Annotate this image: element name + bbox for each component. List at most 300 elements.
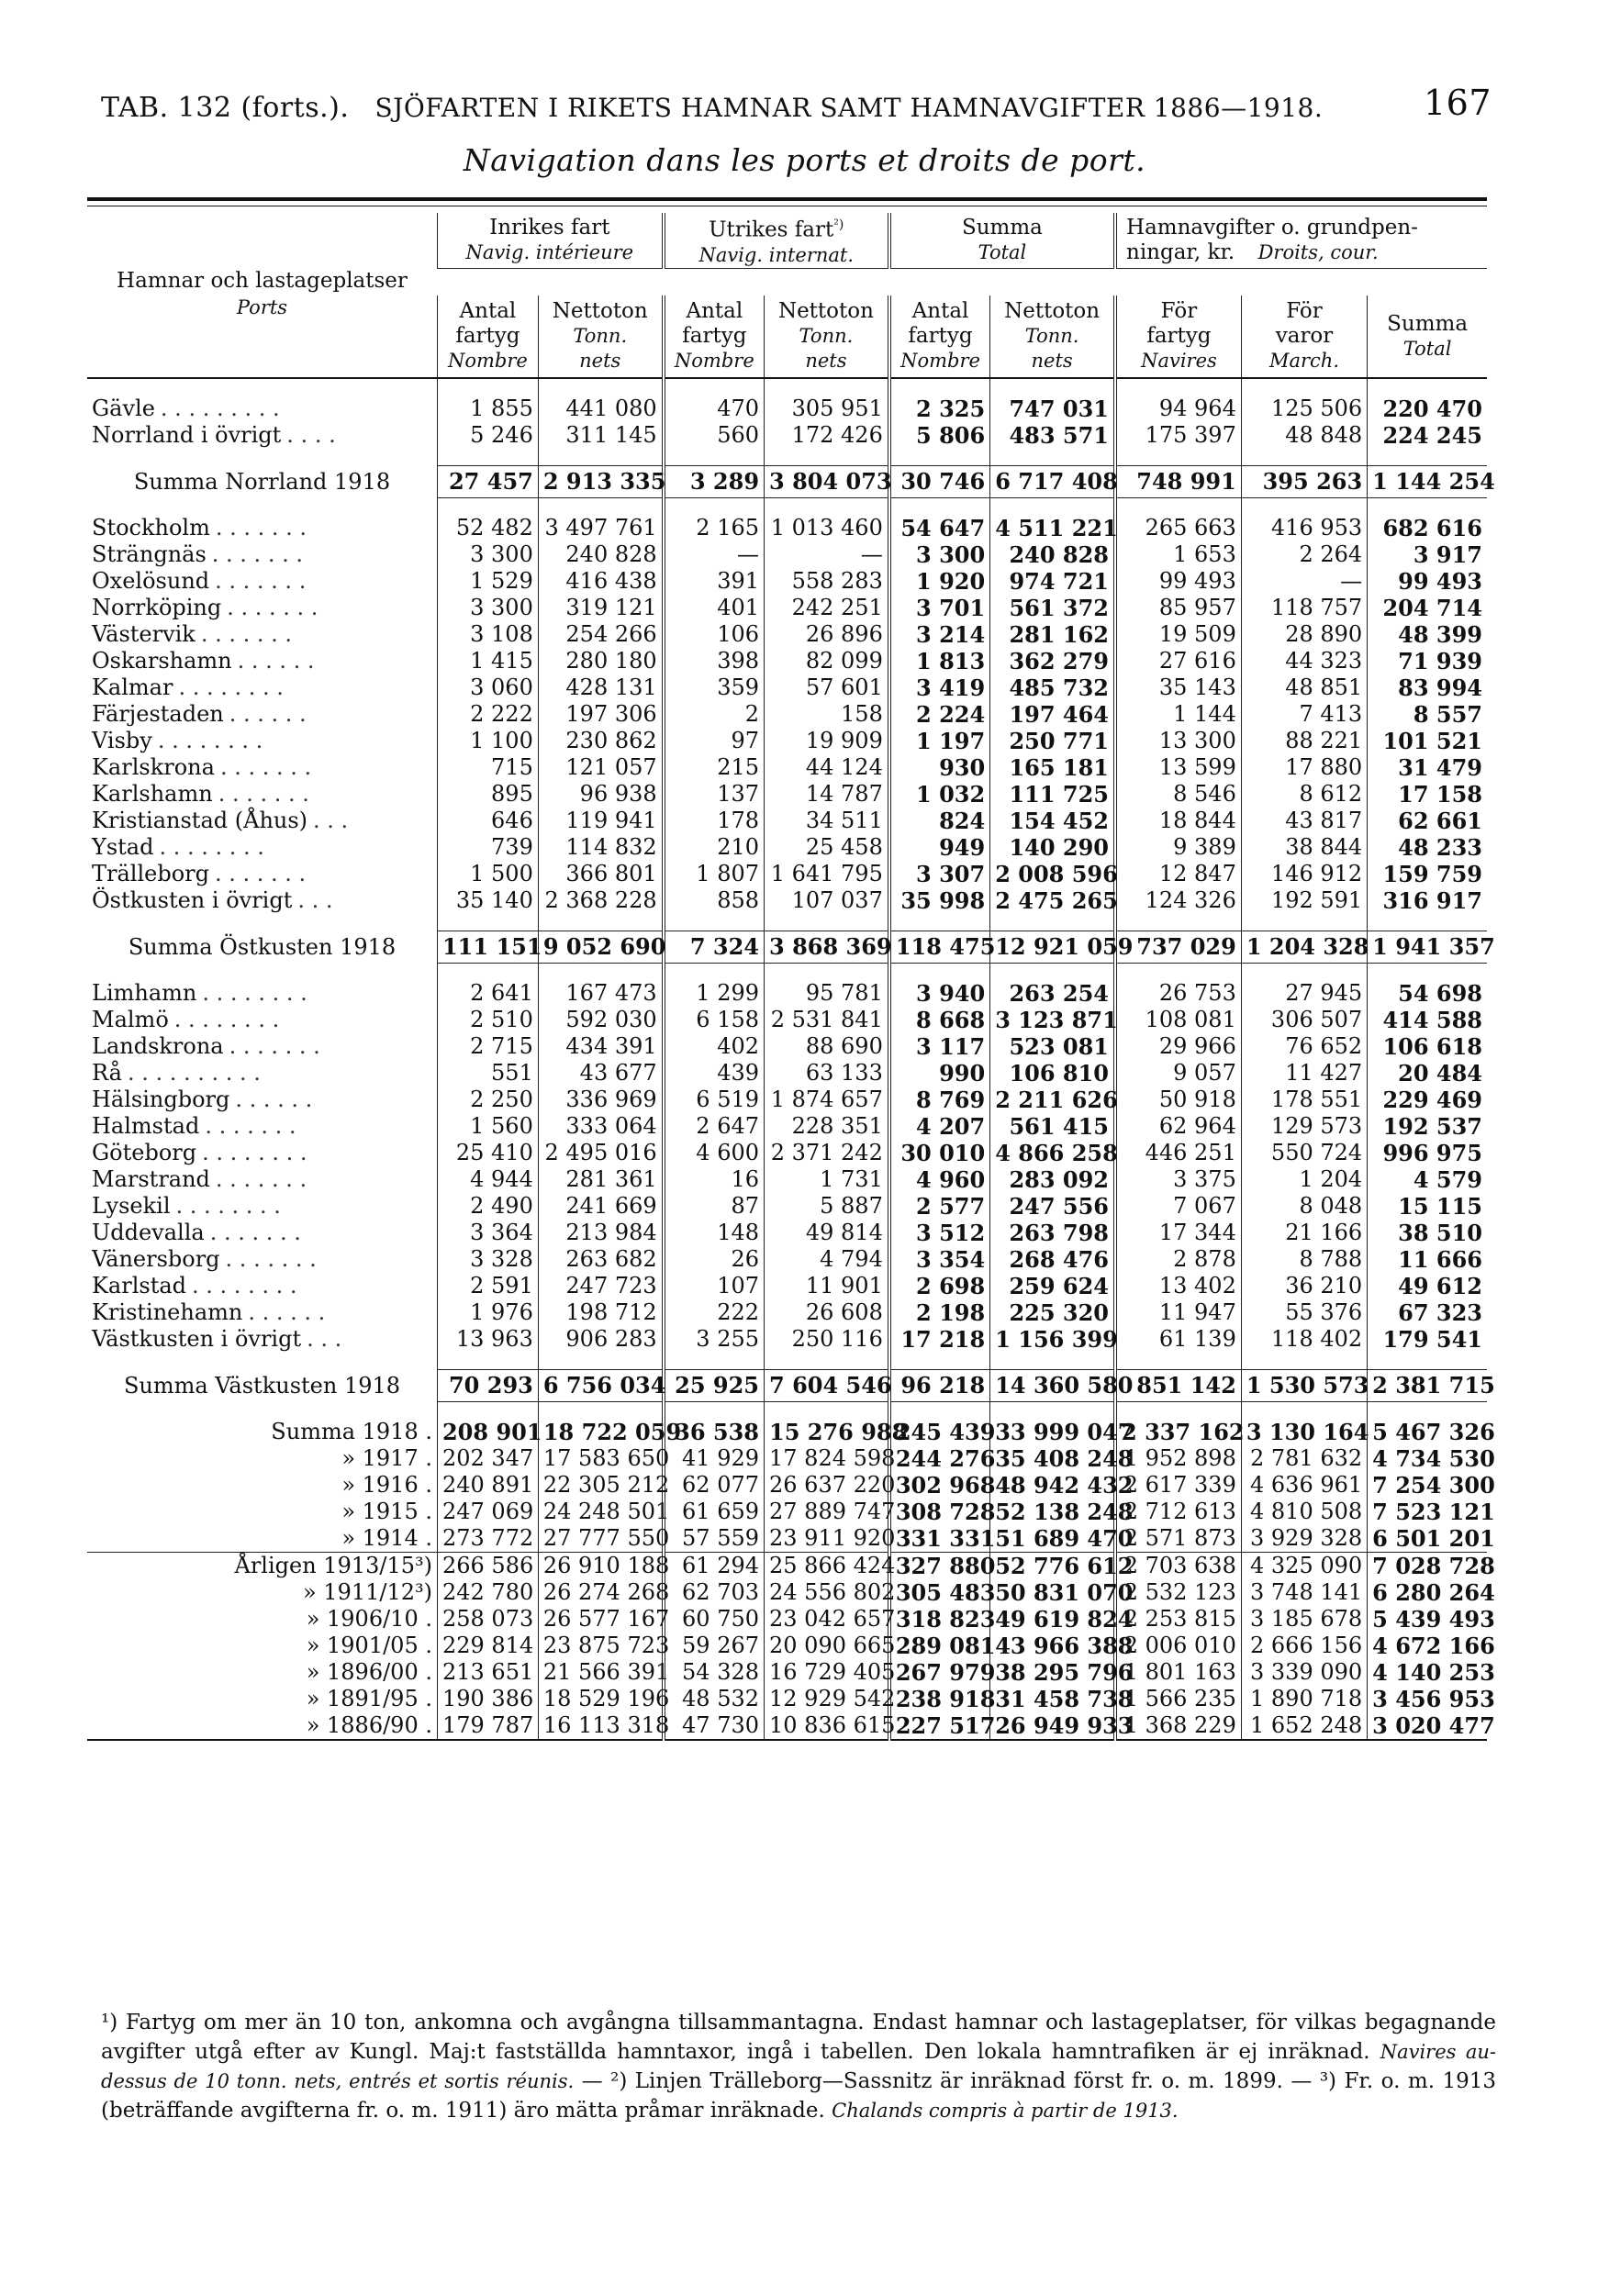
port-name-cell (87, 1193, 437, 1220)
value-cell: 48 942 432 (990, 1472, 1115, 1499)
value-cell: 30 746 (889, 466, 990, 498)
value-cell: 54 328 (664, 1659, 765, 1686)
value-cell: 2 591 (437, 1273, 538, 1299)
netto-label-fr: Tonn. (1024, 325, 1079, 348)
summa-label: Summa (961, 215, 1043, 240)
value-cell: 35 143 (1115, 674, 1241, 701)
value-cell: 3 804 073 (765, 466, 889, 498)
value-cell: 6 158 (664, 1007, 765, 1033)
table-row (87, 595, 1487, 621)
leader-dots: . . . . . . (229, 701, 307, 728)
value-cell: 18 722 059 (538, 1419, 663, 1445)
value-cell: 7 028 728 (1368, 1553, 1487, 1580)
value-cell: 254 266 (538, 621, 663, 648)
value-cell: 26 577 167 (538, 1606, 663, 1633)
total-row (87, 1525, 1487, 1553)
inrikes-label-fr: Navig. intérieure (465, 240, 634, 263)
value-cell: 2 368 228 (538, 887, 663, 914)
value-cell: 49 612 (1368, 1273, 1487, 1299)
value-cell: — (664, 541, 765, 568)
value-cell: 4 140 253 (1368, 1659, 1487, 1686)
value-cell: 3 300 (889, 541, 990, 568)
value-cell: 550 724 (1241, 1140, 1367, 1166)
utrikes-netto-header (765, 295, 889, 378)
value-cell: 82 099 (765, 648, 889, 674)
value-cell: 18 844 (1115, 808, 1241, 834)
value-cell: 747 031 (990, 396, 1115, 422)
value-cell: 36 538 (664, 1419, 765, 1445)
value-cell: 167 473 (538, 980, 663, 1007)
value-cell: 26 949 933 (990, 1712, 1115, 1740)
value-cell: 366 801 (538, 861, 663, 887)
value-cell: 48 233 (1368, 834, 1487, 861)
value-cell: 682 616 (1368, 515, 1487, 541)
value-cell: 52 482 (437, 515, 538, 541)
value-cell: — (765, 541, 889, 568)
value-cell: 2 211 626 (990, 1087, 1115, 1113)
value-cell: 2 198 (889, 1299, 990, 1326)
port-name-cell (87, 1246, 437, 1273)
value-cell: 111 725 (990, 781, 1115, 808)
value-cell: 259 624 (990, 1273, 1115, 1299)
value-cell: 3 185 678 (1241, 1606, 1367, 1633)
value-cell: 561 415 (990, 1113, 1115, 1140)
port-name-cell (87, 1033, 437, 1060)
leader-dots: . . . . . . . . (175, 1193, 281, 1220)
value-cell: 327 880 (889, 1553, 990, 1580)
value-cell: 1 641 795 (765, 861, 889, 887)
value-cell: 1 874 657 (765, 1087, 889, 1113)
value-cell: 17 824 598 (765, 1445, 889, 1472)
port-name: Kristianstad (Åhus) (92, 808, 308, 834)
total-row (87, 1472, 1487, 1499)
region-sum-label: Summa Västkusten 1918 (123, 1373, 401, 1399)
port-name: Karlshamn (92, 781, 213, 808)
value-cell: 22 305 212 (538, 1472, 663, 1499)
value-cell: 930 (889, 754, 990, 781)
port-name: Marstrand (92, 1166, 210, 1193)
value-cell: 5 887 (765, 1193, 889, 1220)
netto-label-fr-2: nets (579, 350, 621, 373)
table-row (87, 1007, 1487, 1033)
value-cell: 1 500 (437, 861, 538, 887)
value-cell: 16 729 405 (765, 1659, 889, 1686)
leader-dots: . . . . . . . (209, 1220, 301, 1246)
table-row (87, 568, 1487, 595)
value-cell: 3 940 (889, 980, 990, 1007)
table-row (87, 701, 1487, 728)
value-cell: 240 828 (990, 541, 1115, 568)
ports-header-fr-cell (87, 295, 437, 378)
region-sum-row (87, 931, 1487, 964)
value-cell: 414 588 (1368, 1007, 1487, 1033)
port-name-cell (87, 1060, 437, 1087)
value-cell: 8 788 (1241, 1246, 1367, 1273)
value-cell: 94 964 (1115, 396, 1241, 422)
value-cell: 225 320 (990, 1299, 1115, 1326)
total-row (87, 1606, 1487, 1633)
value-cell: 49 619 824 (990, 1606, 1115, 1633)
value-cell: 3 419 (889, 674, 990, 701)
value-cell: 4 579 (1368, 1166, 1487, 1193)
value-cell: 12 921 059 (990, 931, 1115, 964)
table-row (87, 728, 1487, 754)
value-cell: 2 913 335 (538, 466, 663, 498)
value-cell: 197 306 (538, 701, 663, 728)
value-cell: 18 529 196 (538, 1686, 663, 1712)
value-cell: 230 862 (538, 728, 663, 754)
value-cell: 3 748 141 (1241, 1579, 1367, 1606)
value-cell: 124 326 (1115, 887, 1241, 914)
table-title: SJÖFARTEN I RIKETS HAMNAR SAMT HAMNAVGIFTER 1886—1918. (374, 93, 1324, 123)
value-cell: 2 371 242 (765, 1140, 889, 1166)
value-cell: 31 458 738 (990, 1686, 1115, 1712)
port-name-cell (87, 595, 437, 621)
port-name: Rå (92, 1060, 122, 1087)
value-cell: 4 734 530 (1368, 1445, 1487, 1472)
table-row (87, 1299, 1487, 1326)
value-cell: 2 475 265 (990, 887, 1115, 914)
value-cell: 10 836 615 (765, 1712, 889, 1740)
value-cell: 1 204 (1241, 1166, 1367, 1193)
value-cell: 7 067 (1115, 1193, 1241, 1220)
port-name-cell (87, 754, 437, 781)
value-cell: 118 757 (1241, 595, 1367, 621)
value-cell: 8 546 (1115, 781, 1241, 808)
region-sum-row (87, 466, 1487, 498)
value-cell: 1 100 (437, 728, 538, 754)
value-cell: 258 073 (437, 1606, 538, 1633)
value-cell: 198 712 (538, 1299, 663, 1326)
value-cell: 4 636 961 (1241, 1472, 1367, 1499)
value-cell: 2 878 (1115, 1246, 1241, 1273)
value-cell: 7 523 121 (1368, 1499, 1487, 1525)
value-cell: 305 483 (889, 1579, 990, 1606)
value-cell: 1 529 (437, 568, 538, 595)
leader-dots: . . . . . . . (229, 1033, 320, 1060)
port-name: Uddevalla (92, 1220, 205, 1246)
antal-label-2: fartyg (455, 324, 520, 349)
value-cell: 362 279 (990, 648, 1115, 674)
value-cell: 7 413 (1241, 701, 1367, 728)
value-cell: 61 139 (1115, 1326, 1241, 1353)
table-row (87, 396, 1487, 422)
table-row (87, 1033, 1487, 1060)
total-label: » 1914 . (341, 1525, 432, 1552)
value-cell: 51 689 470 (990, 1525, 1115, 1553)
value-cell: 17 344 (1115, 1220, 1241, 1246)
value-cell: 13 599 (1115, 754, 1241, 781)
value-cell: 125 506 (1241, 396, 1367, 422)
value-cell: 2 715 (437, 1033, 538, 1060)
value-cell: 97 (664, 728, 765, 754)
value-cell: 108 081 (1115, 1007, 1241, 1033)
value-cell: 3 020 477 (1368, 1712, 1487, 1740)
value-cell: 3 456 953 (1368, 1686, 1487, 1712)
value-cell: 1 952 898 (1115, 1445, 1241, 1472)
summa-label-fr: Total (978, 240, 1027, 263)
value-cell: 263 798 (990, 1220, 1115, 1246)
port-name-cell (87, 674, 437, 701)
leader-dots: . . . . . . (235, 1087, 313, 1113)
port-name-cell (87, 728, 437, 754)
value-cell: 16 113 318 (538, 1712, 663, 1740)
value-cell: 1 144 (1115, 701, 1241, 728)
value-cell: 118 402 (1241, 1326, 1367, 1353)
total-label: Årligen 1913/15³) (234, 1553, 432, 1579)
leader-dots: . . . . . . . . . . (127, 1060, 261, 1087)
value-cell: 2 641 (437, 980, 538, 1007)
for-fartyg-label: För (1160, 299, 1198, 324)
utrikes-label: Utrikes fart (709, 217, 834, 242)
value-cell: 57 601 (765, 674, 889, 701)
leader-dots: . . . . . . . (205, 1113, 296, 1140)
value-cell: 2 495 016 (538, 1140, 663, 1166)
total-row (87, 1712, 1487, 1740)
value-cell: 202 347 (437, 1445, 538, 1472)
leader-dots: . . . (313, 808, 349, 834)
value-cell: 3 512 (889, 1220, 990, 1246)
total-label: » 1917 . (341, 1445, 432, 1472)
value-cell: 319 121 (538, 595, 663, 621)
value-cell: 2 381 715 (1368, 1370, 1487, 1402)
value-cell: 178 (664, 808, 765, 834)
value-cell: 96 938 (538, 781, 663, 808)
value-cell: 47 730 (664, 1712, 765, 1740)
value-cell: 1 530 573 (1241, 1370, 1367, 1402)
value-cell: 48 399 (1368, 621, 1487, 648)
value-cell: 179 787 (437, 1712, 538, 1740)
value-cell: 14 787 (765, 781, 889, 808)
value-cell: 5 439 493 (1368, 1606, 1487, 1633)
value-cell: 266 586 (437, 1553, 538, 1580)
port-name: Västervik (92, 621, 196, 648)
summa-netto-header (990, 295, 1115, 378)
value-cell: 13 963 (437, 1326, 538, 1353)
value-cell: 5 467 326 (1368, 1419, 1487, 1445)
value-cell: 281 162 (990, 621, 1115, 648)
port-name: Vänersborg (92, 1246, 220, 1273)
port-name: Visby (92, 728, 152, 754)
value-cell: 43 677 (538, 1060, 663, 1087)
port-name: Norrköping (92, 595, 222, 621)
value-cell: 3 300 (437, 541, 538, 568)
value-cell: 26 274 268 (538, 1579, 663, 1606)
value-cell: 2 490 (437, 1193, 538, 1220)
leader-dots: . . . . . . . (227, 595, 318, 621)
value-cell: 35 998 (889, 887, 990, 914)
value-cell: 428 131 (538, 674, 663, 701)
value-cell: 263 682 (538, 1246, 663, 1273)
value-cell: 551 (437, 1060, 538, 1087)
utrikes-header (664, 213, 889, 268)
value-cell: 172 426 (765, 422, 889, 449)
table-row (87, 1140, 1487, 1166)
table-row (87, 1273, 1487, 1299)
value-cell: 4 511 221 (990, 515, 1115, 541)
value-cell: 17 583 650 (538, 1445, 663, 1472)
port-name: Landskrona (92, 1033, 224, 1060)
port-name-cell (87, 648, 437, 674)
value-cell: 8 612 (1241, 781, 1367, 808)
value-cell: 308 728 (889, 1499, 990, 1525)
value-cell: 2 325 (889, 396, 990, 422)
value-cell: 175 397 (1115, 422, 1241, 449)
value-cell: 895 (437, 781, 538, 808)
port-name-cell (87, 861, 437, 887)
leader-dots: . . . . . . . (211, 541, 303, 568)
value-cell: 3 123 871 (990, 1007, 1115, 1033)
value-cell: 2 510 (437, 1007, 538, 1033)
value-cell: 44 323 (1241, 648, 1367, 674)
value-cell: 1 807 (664, 861, 765, 887)
port-name-cell (87, 887, 437, 914)
value-cell: 23 042 657 (765, 1606, 889, 1633)
value-cell: 439 (664, 1060, 765, 1087)
value-cell: 60 750 (664, 1606, 765, 1633)
value-cell: 2 781 632 (1241, 1445, 1367, 1472)
value-cell: 99 493 (1368, 568, 1487, 595)
table-subtitle: Navigation dans les ports et droits de port. (463, 142, 1146, 178)
value-cell: 154 452 (990, 808, 1115, 834)
value-cell: 15 115 (1368, 1193, 1487, 1220)
value-cell: 220 470 (1368, 396, 1487, 422)
port-name: Oskarshamn (92, 648, 232, 674)
value-cell: 2 698 (889, 1273, 990, 1299)
value-cell: 27 777 550 (538, 1525, 663, 1553)
spacer-row (87, 378, 1487, 396)
leader-dots: . . . . . . . (225, 1246, 317, 1273)
value-cell: 1 941 357 (1368, 931, 1487, 964)
value-cell: 3 364 (437, 1220, 538, 1246)
value-cell: 61 659 (664, 1499, 765, 1525)
value-cell: 62 703 (664, 1579, 765, 1606)
value-cell: 990 (889, 1060, 990, 1087)
value-cell: 395 263 (1241, 466, 1367, 498)
utrikes-footnote-mark: ²) (833, 217, 844, 232)
value-cell: 560 (664, 422, 765, 449)
value-cell: 3 868 369 (765, 931, 889, 964)
value-cell: 11 947 (1115, 1299, 1241, 1326)
spacer-row (87, 498, 1487, 516)
value-cell: 311 145 (538, 422, 663, 449)
port-name-cell (87, 980, 437, 1007)
value-cell: 851 142 (1115, 1370, 1241, 1402)
value-cell: 190 386 (437, 1686, 538, 1712)
total-label: » 1916 . (341, 1472, 432, 1499)
value-cell: 14 360 580 (990, 1370, 1115, 1402)
top-rule (87, 197, 1487, 201)
value-cell: 62 661 (1368, 808, 1487, 834)
value-cell: 23 911 920 (765, 1525, 889, 1553)
table-row (87, 1220, 1487, 1246)
value-cell: 1 204 328 (1241, 931, 1367, 964)
value-cell: 4 866 258 (990, 1140, 1115, 1166)
value-cell: 25 458 (765, 834, 889, 861)
value-cell: 17 880 (1241, 754, 1367, 781)
value-cell: 229 469 (1368, 1087, 1487, 1113)
value-cell: 3 917 (1368, 541, 1487, 568)
leader-dots: . . . . . . . . (159, 834, 264, 861)
region-sum-label: Summa Norrland 1918 (133, 469, 391, 496)
value-cell: 13 402 (1115, 1273, 1241, 1299)
value-cell: 213 984 (538, 1220, 663, 1246)
value-cell: 2 250 (437, 1087, 538, 1113)
value-cell: 215 (664, 754, 765, 781)
value-cell: 25 925 (664, 1370, 765, 1402)
spacer-row (87, 964, 1487, 981)
value-cell: 485 732 (990, 674, 1115, 701)
port-name-cell (87, 422, 437, 449)
value-cell: 974 721 (990, 568, 1115, 595)
avg-summa-header (1368, 295, 1487, 378)
value-cell: 24 248 501 (538, 1499, 663, 1525)
value-cell: 446 251 (1115, 1140, 1241, 1166)
leader-dots: . . . . . . . (215, 861, 307, 887)
port-name: Malmö (92, 1007, 169, 1033)
value-cell: 107 (664, 1273, 765, 1299)
value-cell: 11 427 (1241, 1060, 1367, 1087)
utrikes-antal-header (664, 295, 765, 378)
value-cell: 244 276 (889, 1445, 990, 1472)
value-cell: 289 081 (889, 1633, 990, 1659)
total-row (87, 1553, 1487, 1580)
inrikes-label: Inrikes fart (489, 215, 610, 240)
spacer-row (87, 1353, 1487, 1370)
value-cell: 26 896 (765, 621, 889, 648)
value-cell: 49 814 (765, 1220, 889, 1246)
ports-header (87, 213, 437, 295)
value-cell: 3 328 (437, 1246, 538, 1273)
value-cell: 106 810 (990, 1060, 1115, 1087)
value-cell: 6 717 408 (990, 466, 1115, 498)
total-label: » 1906/10 . (306, 1606, 432, 1633)
netto-label-fr: Tonn. (573, 325, 628, 348)
value-cell: 996 975 (1368, 1140, 1487, 1166)
value-cell: 222 (664, 1299, 765, 1326)
port-name: Göteborg (92, 1140, 197, 1166)
value-cell: 434 391 (538, 1033, 663, 1060)
value-cell: 280 180 (538, 648, 663, 674)
port-name-cell (87, 1140, 437, 1166)
value-cell: 17 218 (889, 1326, 990, 1353)
value-cell: 5 806 (889, 422, 990, 449)
netto-label-fr-2: nets (805, 350, 847, 373)
table-row (87, 754, 1487, 781)
leader-dots: . . . . (286, 422, 336, 449)
value-cell: 3 375 (1115, 1166, 1241, 1193)
value-cell: 4 794 (765, 1246, 889, 1273)
port-name-cell (87, 808, 437, 834)
page-header (101, 83, 1505, 124)
value-cell: 114 832 (538, 834, 663, 861)
port-name: Västkusten i övrigt (92, 1326, 302, 1353)
value-cell: 1 566 235 (1115, 1686, 1241, 1712)
port-name-cell (87, 1273, 437, 1299)
page-number: 167 (1423, 83, 1492, 123)
footnote-text-1: ¹) Fartyg om mer än 10 ton, ankomna och avgångna tillsammantagna. Endast hamnar och lastageplatser, för vilkas begagnande avgifter utgå efter av Kungl. Maj:t fastställda hamntaxor, ingå i tabellen. Den lokala hamntrafiken är ej inräknad. (101, 2011, 1496, 2064)
value-cell: 1 976 (437, 1299, 538, 1326)
table-row (87, 1060, 1487, 1087)
value-cell: 273 772 (437, 1525, 538, 1553)
value-cell: 265 663 (1115, 515, 1241, 541)
value-cell: 95 781 (765, 980, 889, 1007)
value-cell: 715 (437, 754, 538, 781)
value-cell: 1 813 (889, 648, 990, 674)
value-cell: 2 006 010 (1115, 1633, 1241, 1659)
total-label: » 1915 . (341, 1499, 432, 1525)
total-row (87, 1633, 1487, 1659)
